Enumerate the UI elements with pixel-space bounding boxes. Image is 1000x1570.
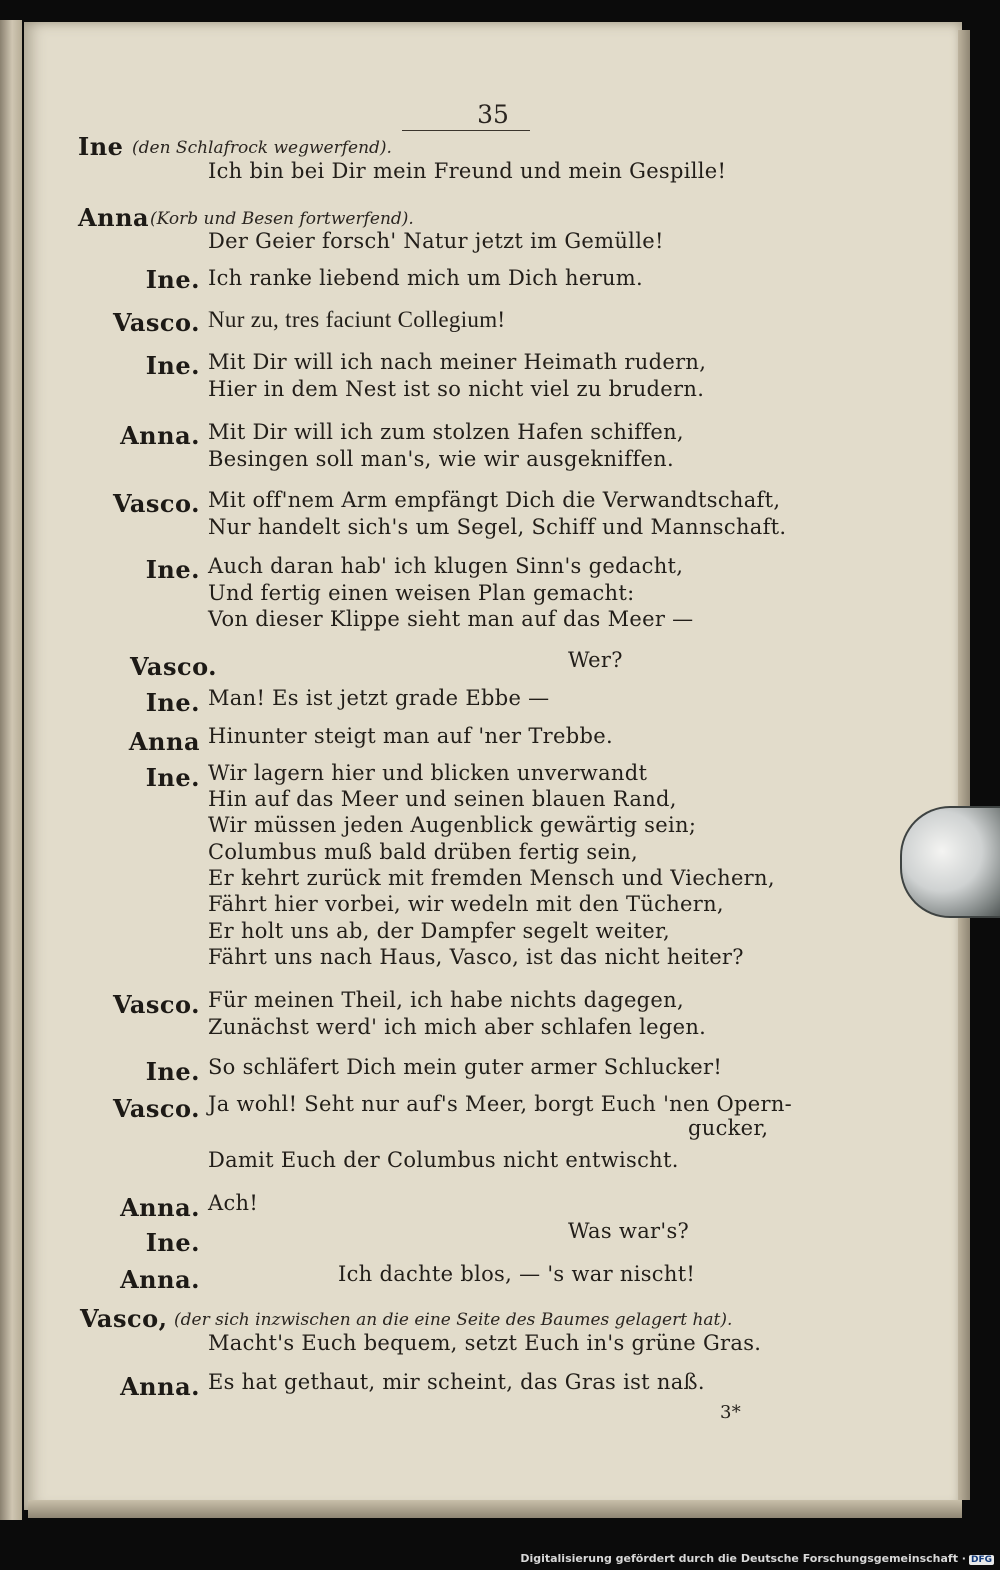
verse-line: Wer? <box>568 648 623 672</box>
speaker-anna: Anna. <box>120 1372 200 1401</box>
footer-text: Digitalisierung gefördert durch die Deutsche Forschungsgemeinschaft · <box>520 1552 966 1565</box>
verse-line: Man! Es ist jetzt grade Ebbe — <box>208 686 550 710</box>
speaker-vasco: Vasco, <box>80 1304 168 1333</box>
verse-line: Was war's? <box>568 1219 690 1243</box>
verse-line: Ich bin bei Dir mein Freund und mein Gespille! <box>208 159 727 183</box>
verse-line: Wir müssen jeden Augenblick gewärtig sein; <box>208 813 697 837</box>
verse-line: Der Geier forsch' Natur jetzt im Gemülle! <box>208 229 664 253</box>
verse-line: Es hat gethaut, mir scheint, das Gras ist naß. <box>208 1370 705 1394</box>
speaker-vasco: Vasco. <box>112 489 200 518</box>
verse-line: gucker, <box>688 1116 769 1140</box>
speaker-anna: Anna <box>128 727 200 756</box>
verse-line: Ich dachte blos, — 's war nischt! <box>338 1262 696 1286</box>
speaker-vasco: Vasco. <box>130 652 218 681</box>
verse-line: Hin auf das Meer und seinen blauen Rand, <box>208 787 677 811</box>
verse-line: Und fertig einen weisen Plan gemacht: <box>208 581 635 605</box>
speaker-ine: Ine <box>78 132 124 161</box>
page-number: 35 <box>477 100 509 129</box>
speaker-ine: Ine. <box>145 555 200 584</box>
stage-direction: (den Schlafrock wegwerfend). <box>132 138 392 158</box>
verse-line: Er holt uns ab, der Dampfer segelt weiter, <box>208 919 670 943</box>
book-page <box>24 22 962 1510</box>
verse-line: Von dieser Klippe sieht man auf das Meer — <box>208 607 694 631</box>
verse-line: Er kehrt zurück mit fremden Mensch und Viechern, <box>208 866 775 890</box>
verse-line: Für meinen Theil, ich habe nichts dagegen, <box>208 988 684 1012</box>
verse-line: Hier in dem Nest ist so nicht viel zu brudern. <box>208 377 705 401</box>
verse-line: Auch daran hab' ich klugen Sinn's gedacht, <box>208 554 684 578</box>
page-number-rule <box>402 130 530 131</box>
verse-line: So schläfert Dich mein guter armer Schlucker! <box>208 1055 723 1079</box>
speaker-vasco: Vasco. <box>112 990 200 1019</box>
verse-line: Zunächst werd' ich mich aber schlafen legen. <box>208 1015 707 1039</box>
verse-line: Hinunter steigt man auf 'ner Trebbe. <box>208 724 613 748</box>
speaker-ine: Ine. <box>145 688 200 717</box>
speaker-anna: Anna. <box>120 1265 200 1294</box>
speaker-ine: Ine. <box>145 1228 200 1257</box>
verse-line: Fährt hier vorbei, wir wedeln mit den Tüchern, <box>208 892 724 916</box>
speaker-ine: Ine. <box>145 351 200 380</box>
dfg-logo-icon: DFG <box>970 1555 992 1565</box>
speaker-vasco: Vasco. <box>112 308 200 337</box>
verse-line: Ich ranke liebend mich um Dich herum. <box>208 266 643 290</box>
verse-line: Mit Dir will ich zum stolzen Hafen schiffen, <box>208 420 684 444</box>
speaker-anna: Anna. <box>120 421 200 450</box>
speaker-ine: Ine. <box>145 265 200 294</box>
verse-line: Ja wohl! Seht nur auf's Meer, borgt Euch 'nen Opern- <box>208 1092 793 1116</box>
verse-line: Nur zu, tres faciunt Collegium! <box>208 307 506 332</box>
verse-line: Fährt uns nach Haus, Vasco, ist das nicht heiter? <box>208 945 744 969</box>
page-clip-icon <box>900 806 1000 918</box>
signature-mark: 3* <box>720 1402 742 1423</box>
verse-line: Mit Dir will ich nach meiner Heimath rudern, <box>208 350 707 374</box>
speaker-ine: Ine. <box>145 1057 200 1086</box>
verse-line: Columbus muß bald drüben fertig sein, <box>208 840 639 864</box>
speaker-ine: Ine. <box>145 763 200 792</box>
verse-line: Nur handelt sich's um Segel, Schiff und Mannschaft. <box>208 515 787 539</box>
speaker-anna: Anna <box>78 203 150 232</box>
right-page-edge <box>958 30 970 1500</box>
stage-direction: (der sich inzwischen an die eine Seite des Baumes gelagert hat). <box>174 1310 733 1330</box>
verse-line: Macht's Euch bequem, setzt Euch in's grüne Gras. <box>208 1331 762 1355</box>
footer-credit <box>520 1552 994 1565</box>
bottom-page-edge <box>28 1500 962 1518</box>
speaker-anna: Anna. <box>120 1193 200 1222</box>
verse-line: Damit Euch der Columbus nicht entwischt. <box>208 1148 679 1172</box>
verse-line: Ach! <box>208 1191 259 1215</box>
verse-line: Besingen soll man's, wie wir ausgekniffen. <box>208 447 674 471</box>
verse-line: Wir lagern hier und blicken unverwandt <box>208 761 648 785</box>
stage-direction: (Korb und Besen fortwerfend). <box>150 209 414 229</box>
verse-line: Mit off'nem Arm empfängt Dich die Verwandtschaft, <box>208 488 781 512</box>
speaker-vasco: Vasco. <box>112 1094 200 1123</box>
